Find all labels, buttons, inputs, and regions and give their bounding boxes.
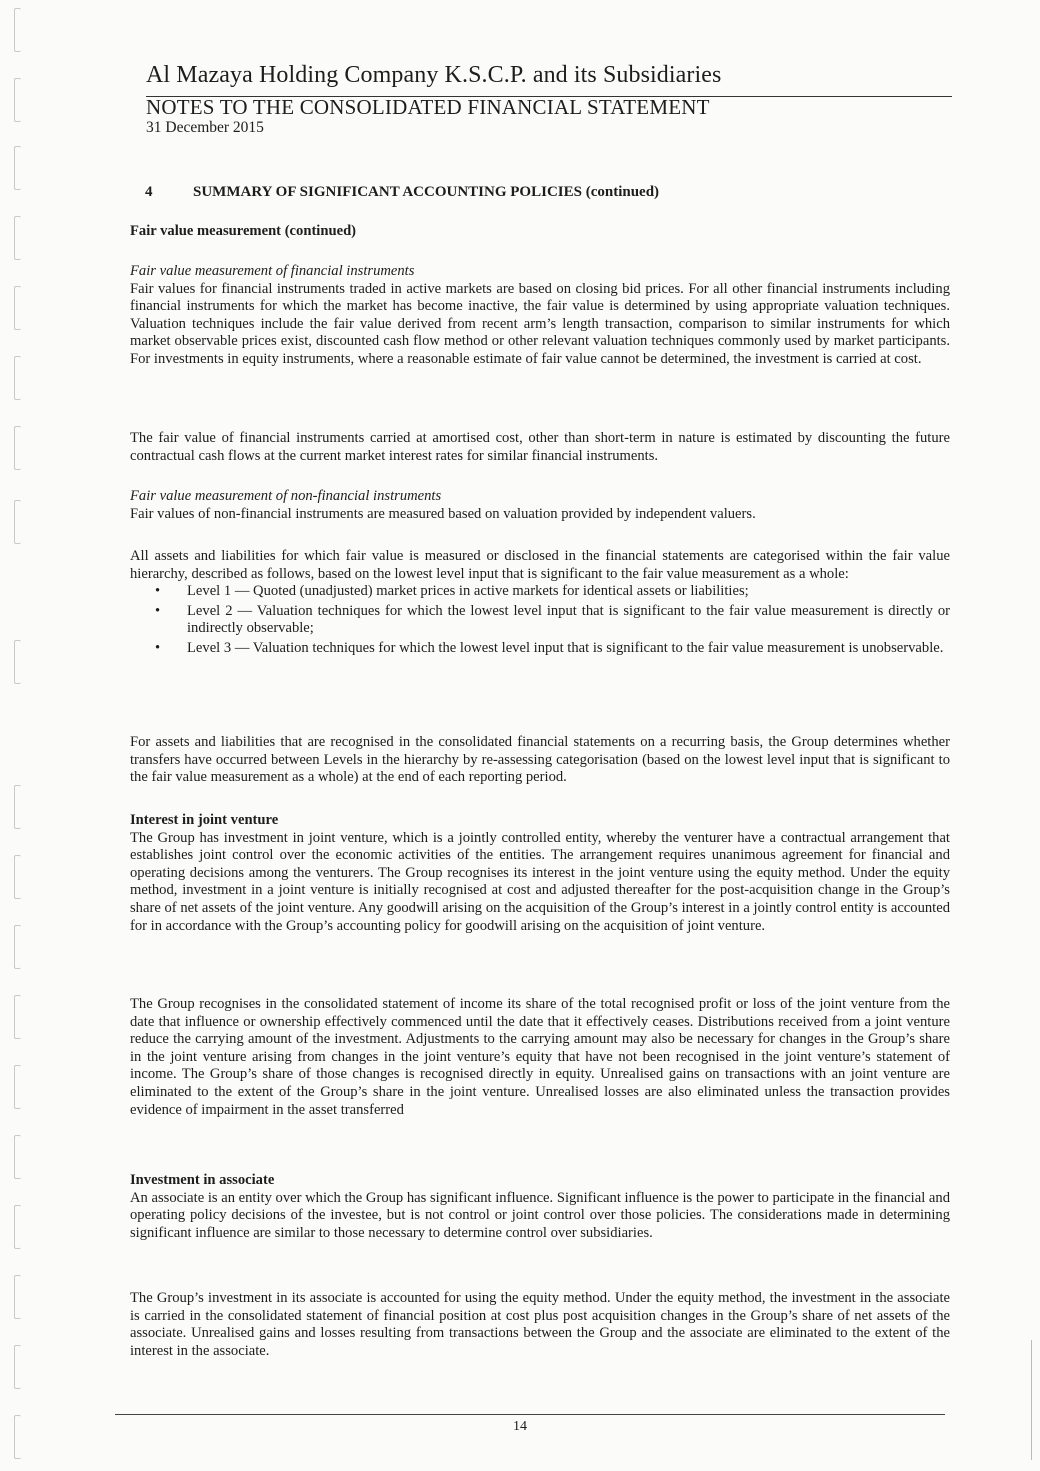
financial-instruments-block	[130, 263, 950, 369]
associate-paragraph-2: The Group’s investment in its associate is accounted for using the equity method. Under the equity method, the investment in the associate is carried in the consolidated statement of financial position at cost plus post acquisition changes in the Group’s share of net assets of the associate. Unrealised gains and losses resulting from transactions between the Group and the associate are eliminated to the extent of the interest in the associate.	[130, 1290, 950, 1359]
amortised-cost-block	[130, 430, 950, 465]
amortised-cost-paragraph: The fair value of financial instruments carried at amortised cost, other than short-term in nature is estimated by discounting the future contractual cash flows at the current market interest rates for similar financial instruments.	[130, 430, 950, 464]
scan-edge	[1031, 1340, 1032, 1460]
recurring-basis-block	[130, 734, 950, 787]
associate-block-2	[130, 1290, 950, 1360]
list-item: • Level 2 — Valuation techniques for which the lowest level input that is significant to the fair value measurement is directly or indirectly observable;	[155, 602, 950, 637]
fair-value-section	[130, 223, 950, 241]
list-item: • Level 1 — Quoted (unadjusted) market prices in active markets for identical assets or liabilities;	[155, 583, 749, 600]
section-number: 4	[145, 184, 153, 200]
non-financial-paragraph: Fair values of non-financial instruments are measured based on valuation provided by independent valuers.	[130, 505, 756, 522]
statement-date: 31 December 2015	[146, 119, 264, 136]
hierarchy-block	[130, 548, 950, 660]
fair-value-heading: Fair value measurement (continued)	[130, 223, 357, 239]
section-heading	[145, 184, 659, 201]
page-number: 14	[513, 1419, 527, 1434]
joint-venture-block-2	[130, 996, 950, 1119]
non-financial-subheading: Fair value measurement of non-financial instruments	[130, 488, 442, 504]
joint-venture-heading: Interest in joint venture	[130, 812, 279, 828]
financial-instruments-subheading: Fair value measurement of financial instruments	[130, 263, 415, 279]
hierarchy-intro: All assets and liabilities for which fair value is measured or disclosed in the financial statements are categorised within the fair value hierarchy, described as follows, based on the lowest level input that is significant to the fair value measurement as a whole:	[130, 548, 950, 582]
associate-heading: Investment in associate	[130, 1172, 275, 1188]
associate-block	[130, 1172, 950, 1242]
hierarchy-levels-list	[130, 583, 950, 657]
list-item: • Level 3 — Valuation techniques for which the lowest level input that is significant to the fair value measurement is unobservable.	[155, 639, 944, 656]
section-title: SUMMARY OF SIGNIFICANT ACCOUNTING POLICIES (continued)	[193, 184, 660, 200]
statement-title: NOTES TO THE CONSOLIDATED FINANCIAL STATEMENT	[146, 95, 710, 119]
associate-paragraph-1: An associate is an entity over which the Group has significant influence. Significant influence is the power to participate in the financial and operating policy decisions of the investee, but is not control or joint control over those policies. The considerations made in determining significant influence are similar to those necessary to determine control over subsidiaries.	[130, 1189, 950, 1241]
joint-venture-block	[130, 812, 950, 935]
binding-marks	[0, 0, 40, 1471]
footer-rule	[115, 1414, 945, 1415]
financial-instruments-paragraph: Fair values for financial instruments traded in active markets are based on closing bid prices. For all other financial instruments including financial instruments for which the market has become inactive, the fair value is determined by using appropriate valuation techniques. Valuation techniques include the fair value derived from recent arm’s length transaction, comparison to similar instruments for which market observable prices exist, discounted cash flow method or other relevant valuation techniques commonly used by market participants. For investments in equity instruments, where a reasonable estimate of fair value cannot be determined, the investment is carried at cost.	[130, 280, 950, 367]
non-financial-block	[130, 488, 950, 523]
joint-venture-paragraph-2: The Group recognises in the consolidated statement of income its share of the total recognised profit or loss of the joint venture from the date that influence or ownership effectively commenced until the date that it effectively ceases. Distributions received from a joint venture reduce the carrying amount of the investment. Adjustments to the carrying amount may also be necessary for changes in the Group’s share in the joint venture arising from changes in the joint venture’s equity that have not been recognised in the joint venture’s statement of income. The Group’s share of those changes is recognised directly in equity. Unrealised gains on transactions with an joint venture are eliminated to the extent of the Group’s share in the joint venture. Unrealised losses are also eliminated unless the transaction provides evidence of impairment in the asset transferred	[130, 996, 950, 1118]
company-name: Al Mazaya Holding Company K.S.C.P. and its Subsidiaries	[146, 62, 722, 88]
joint-venture-paragraph-1: The Group has investment in joint venture, which is a jointly controlled entity, whereby the venturer have a contractual arrangement that establishes joint control over the economic activities of the entities. The arrangement requires unanimous agreement for financial and operating decisions among the venturers. The Group recognises its interest in the joint venture using the equity method. Under the equity method, investment in a joint venture is initially recognised at cost and adjusted thereafter for the post-acquisition change in the Group’s share of net assets of the joint venture. Any goodwill arising on the acquisition of the Group’s interest in a jointly control entity is accounted for in accordance with the Group’s accounting policy for goodwill arising on the acquisition of joint venture.	[130, 829, 950, 934]
recurring-basis-paragraph: For assets and liabilities that are recognised in the consolidated financial statements on a recurring basis, the Group determines whether transfers have occurred between Levels in the hierarchy by re-assessing categorisation (based on the lowest level input that is significant to the fair value measurement as a whole) at the end of each reporting period.	[130, 734, 950, 786]
